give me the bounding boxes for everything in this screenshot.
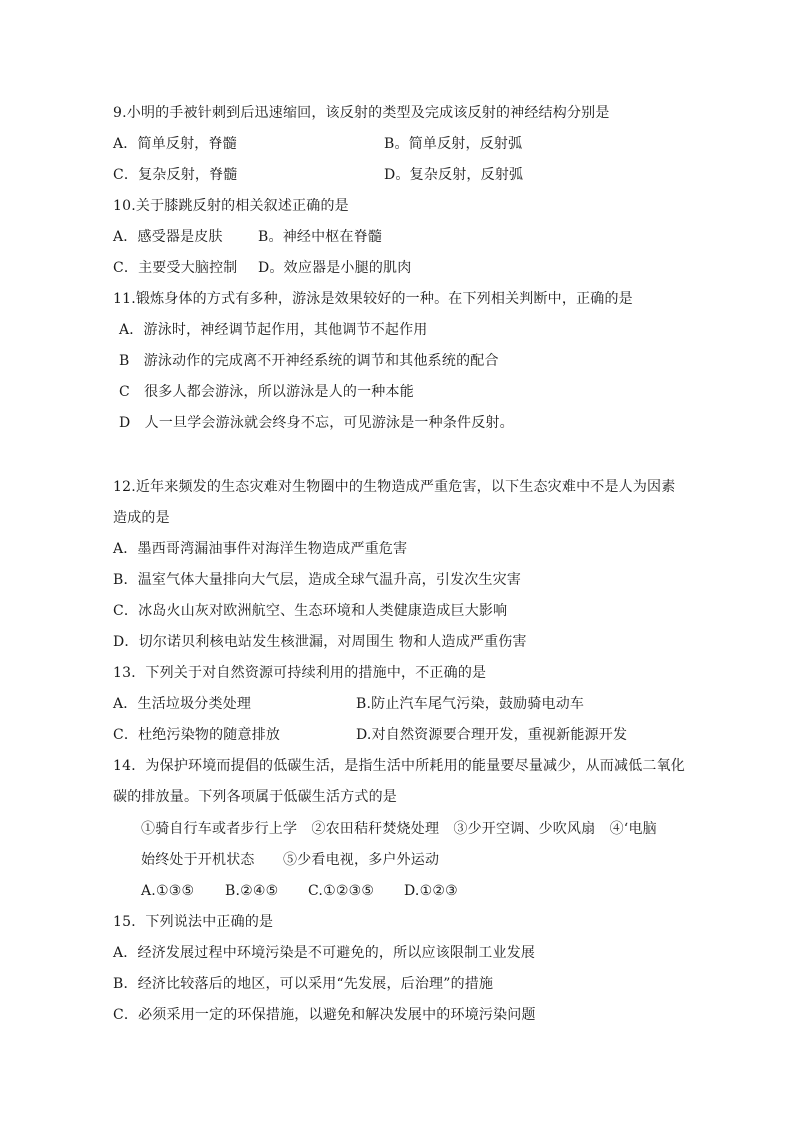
q11-stem: 11.锻炼身体的方式有多种，游泳是效果较好的一种。在下列相关判断中，正确的是 bbox=[113, 291, 633, 307]
q14-items-line1: ①骑自行车或者步行上学 ②农田秸秆焚烧处理 ③少开空调、少吹风扇 ④‘电脑 bbox=[141, 821, 657, 837]
q15-stem: 15．下列说法中正确的是 bbox=[113, 914, 274, 930]
q14-option-b: B.②④⑤ bbox=[225, 883, 279, 899]
q13-stem: 13．下列关于对自然资源可持续利用的措施中，不正确的是 bbox=[113, 665, 487, 681]
q14-option-d: D.①②③ bbox=[404, 883, 458, 899]
q10-stem: 10.关于膝跳反射的相关叙述正确的是 bbox=[113, 198, 349, 214]
q11-option-c: C 很多人都会游泳，所以游泳是人的一种本能 bbox=[119, 384, 414, 400]
q13-option-c: C．杜绝污染物的随意排放 bbox=[113, 727, 281, 743]
q12-stem-line1: 12.近年来频发的生态灾难对生物圈中的生物造成严重危害，以下生态灾难中不是人为因素 bbox=[113, 479, 676, 495]
q9-stem: 9.小明的手被针刺到后迅速缩回，该反射的类型及完成该反射的神经结构分别是 bbox=[113, 105, 610, 121]
q10-option-b: B。神经中枢在脊髓 bbox=[258, 229, 383, 245]
q13-option-b: B.防止汽车尾气污染，鼓励骑电动车 bbox=[356, 696, 585, 712]
q13-option-d: D.对自然资源要合理开发，重视新能源开发 bbox=[356, 727, 628, 743]
q15-option-b: B．经济比较落后的地区，可以采用“先发展，后治理”的措施 bbox=[113, 976, 494, 992]
q12-option-d: D．切尔诺贝利核电站发生核泄漏，对周围生 物和人造成严重伤害 bbox=[113, 634, 527, 650]
q12-option-b: B．温室气体大量排向大气层，造成全球气温升高，引发次生灾害 bbox=[113, 572, 522, 588]
q11-option-a: A．游泳时，神经调节起作用，其他调节不起作用 bbox=[119, 322, 428, 338]
q14-option-a: A.①③⑤ bbox=[141, 883, 195, 899]
q9-option-d: D。复杂反射，反射弧 bbox=[384, 167, 524, 183]
q10-option-a: A．感受器是皮肤 bbox=[113, 229, 223, 245]
q14-stem-line1: 14．为保护环境而提倡的低碳生活，是指生活中所耗用的能量要尽量减少，从而减低二氧化 bbox=[113, 758, 686, 774]
q9-option-c: C．复杂反射，脊髓 bbox=[113, 167, 238, 183]
q10-option-d: D。效应器是小腿的肌肉 bbox=[258, 260, 412, 276]
q13-option-a: A．生活垃圾分类处理 bbox=[113, 696, 252, 712]
q11-option-d: D 人一旦学会游泳就会终身不忘，可见游泳是一种条件反射。 bbox=[119, 415, 514, 431]
q12-stem-line2: 造成的是 bbox=[113, 510, 170, 526]
q12-option-c: C．冰岛火山灰对欧洲航空、生态环境和人类健康造成巨大影响 bbox=[113, 603, 508, 619]
q15-option-c: C．必须采用一定的环保措施，以避免和解决发展中的环境污染问题 bbox=[113, 1007, 536, 1023]
q14-option-c: C.①②③⑤ bbox=[308, 883, 375, 899]
q9-option-b: B。简单反射，反射弧 bbox=[384, 136, 523, 152]
q12-option-a: A．墨西哥湾漏油事件对海洋生物造成严重危害 bbox=[113, 541, 408, 557]
q14-items-line2: 始终处于开机状态 ⑤少看电视，多户外运动 bbox=[141, 852, 440, 868]
q9-option-a: A．简单反射，脊髓 bbox=[113, 136, 237, 152]
q10-option-c: C．主要受大脑控制 bbox=[113, 260, 238, 276]
q15-option-a: A．经济发展过程中环境污染是不可避免的，所以应该限制工业发展 bbox=[113, 945, 536, 961]
q14-stem-line2: 碳的排放量。下列各项属于低碳生活方式的是 bbox=[113, 789, 397, 805]
q11-option-b: B 游泳动作的完成离不开神经系统的调节和其他系统的配合 bbox=[119, 353, 499, 369]
